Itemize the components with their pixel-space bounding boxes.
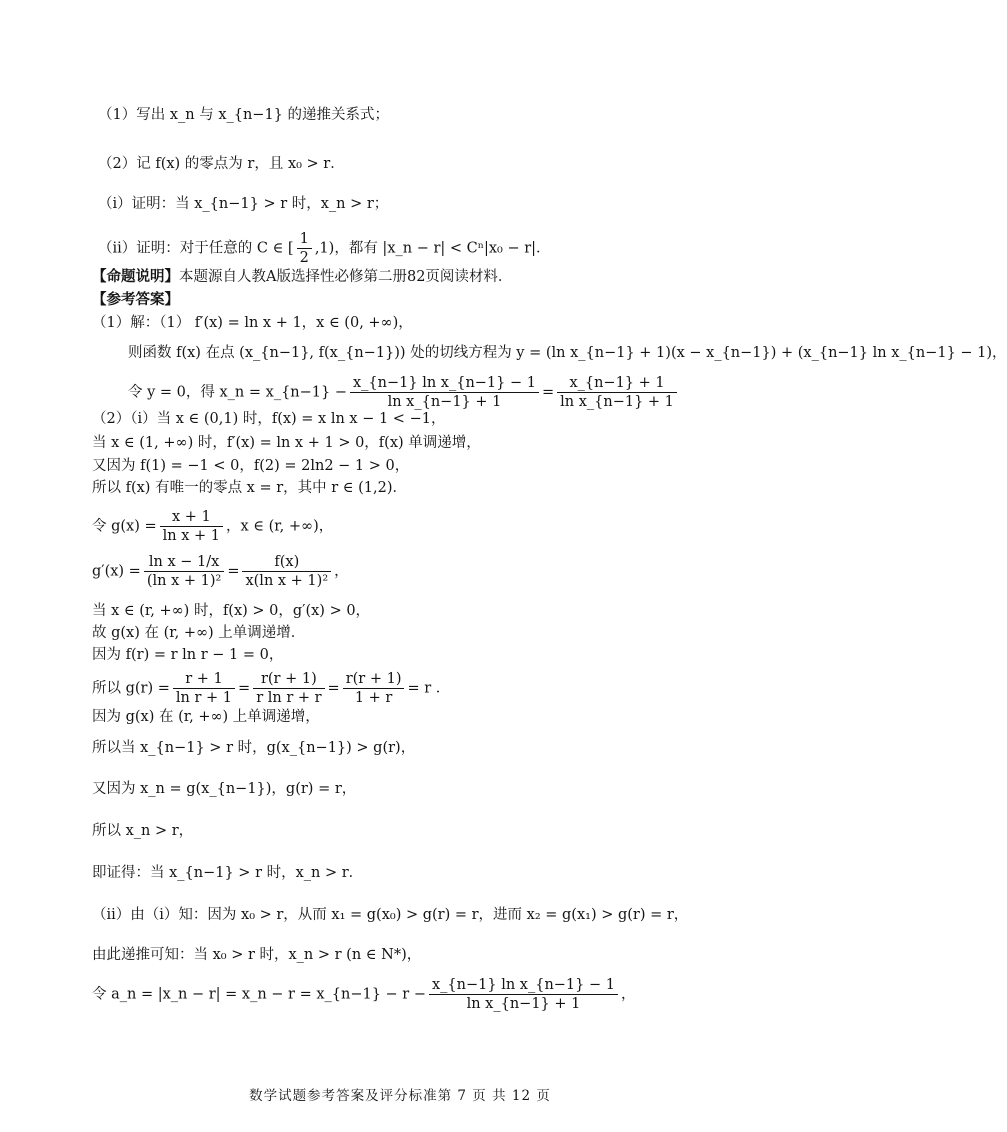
solution-line: 又因为 x_n = g(x_{n−1})，g(r) = r，	[92, 781, 357, 797]
solution-line: （1）解：（1） f′(x) = ln x + 1，x ∈ (0, +∞)，	[92, 315, 413, 331]
question-part-2-ii: （ii）证明：对于任意的 C ∈ [ $\frac{1}{2}$ ,1)，都有 |x_n − r| < Cⁿ|x₀ − r|．	[98, 231, 551, 266]
proposition-note: 【命题说明】本题源自人教A版选择性必修第二册82页阅读材料．	[92, 268, 513, 285]
solution-line: 则函数 f(x) 在点 (x_{n−1}, f(x_{n−1})) 处的切线方程为 y = (ln x_{n−1} + 1)(x − x_{n−1}) + (x_{n−1} ln x_{n−1} − 1)，	[128, 345, 1007, 361]
solution-line: 当 x ∈ (r, +∞) 时，f(x) > 0，g′(x) > 0，	[92, 603, 371, 619]
solution-line: 所以 g(r) = $\frac{r + 1}{\text{ln r + 1}}$ = $\frac{r(r + 1)}{\text{r ln r + r}}$ = $\frac{r(r + 1)}{1 + r}$ = r ．	[92, 671, 451, 706]
solution-line: g′(x) = $\frac{\text{ln x − 1/x}}{\text{(ln x + 1)²}}$ = $\frac{f(x)}{\text{x(ln x + 1)²}}$ ，	[92, 554, 349, 589]
solution-line: 由此递推可知：当 x₀ > r 时，x_n > r (n ∈ N*)，	[92, 947, 422, 963]
page-footer: 数学试题参考答案及评分标准第 7 页 共 12 页	[249, 1088, 551, 1104]
solution-line: 因为 g(x) 在 (r, +∞) 上单调递增，	[92, 709, 320, 725]
solution-line: （2）（i）当 x ∈ (0,1) 时，f(x) = x ln x − 1 < −1，	[92, 411, 446, 427]
solution-line: 因为 f(r) = r ln r − 1 = 0，	[92, 647, 284, 663]
solution-line: 所以 x_n > r，	[92, 823, 194, 839]
solution-line: 令 g(x) = $\frac{x + 1}{\text{ln x + 1}}$ ，x ∈ (r, +∞)，	[92, 509, 334, 544]
answer-heading: 【参考答案】	[92, 291, 179, 308]
question-part-1: （1）写出 x_n 与 x_{n−1} 的递推关系式；	[98, 107, 390, 123]
solution-line: 故 g(x) 在 (r, +∞) 上单调递增．	[92, 625, 306, 641]
solution-line: 所以 f(x) 有唯一的零点 x = r，其中 r ∈ (1,2)．	[92, 480, 408, 496]
solution-line: 所以当 x_{n−1} > r 时，g(x_{n−1}) > g(r)，	[92, 740, 416, 756]
question-part-2: （2）记 f(x) 的零点为 r，且 x₀ > r．	[98, 156, 345, 172]
solution-line: 又因为 f(1) = −1 < 0，f(2) = 2ln2 − 1 > 0，	[92, 458, 410, 474]
question-part-2-i: （i）证明：当 x_{n−1} > r 时，x_n > r；	[98, 196, 389, 212]
solution-line: 当 x ∈ (1, +∞) 时，f′(x) = ln x + 1 > 0，f(x) 单调递增，	[92, 435, 481, 451]
solution-line: （ii）由（i）知：因为 x₀ > r，从而 x₁ = g(x₀) > g(r) = r，进而 x₂ = g(x₁) > g(r) = r，	[92, 907, 689, 923]
solution-line: 令 y = 0，得 x_n = x_{n−1} − $\frac{\text{x\_\{n−1\} ln x\_\{n−1\} − 1}}{\text{ln x\_\{n−1\} + 1}}$ = $\frac{x\_\{n-1\} + 1}{\text{ln x\_\{n−1\} + 1}}$	[128, 376, 680, 409]
solution-line: 即证得：当 x_{n−1} > r 时，x_n > r．	[92, 865, 364, 881]
solution-line: 令 a_n = |x_n − r| = x_n − r = x_{n−1} − r − $\frac{\text{x\_\{n−1\} ln x\_\{n−1\} − 1}}{\text{ln x\_\{n−1\} + 1}}$ ，	[92, 977, 636, 1012]
